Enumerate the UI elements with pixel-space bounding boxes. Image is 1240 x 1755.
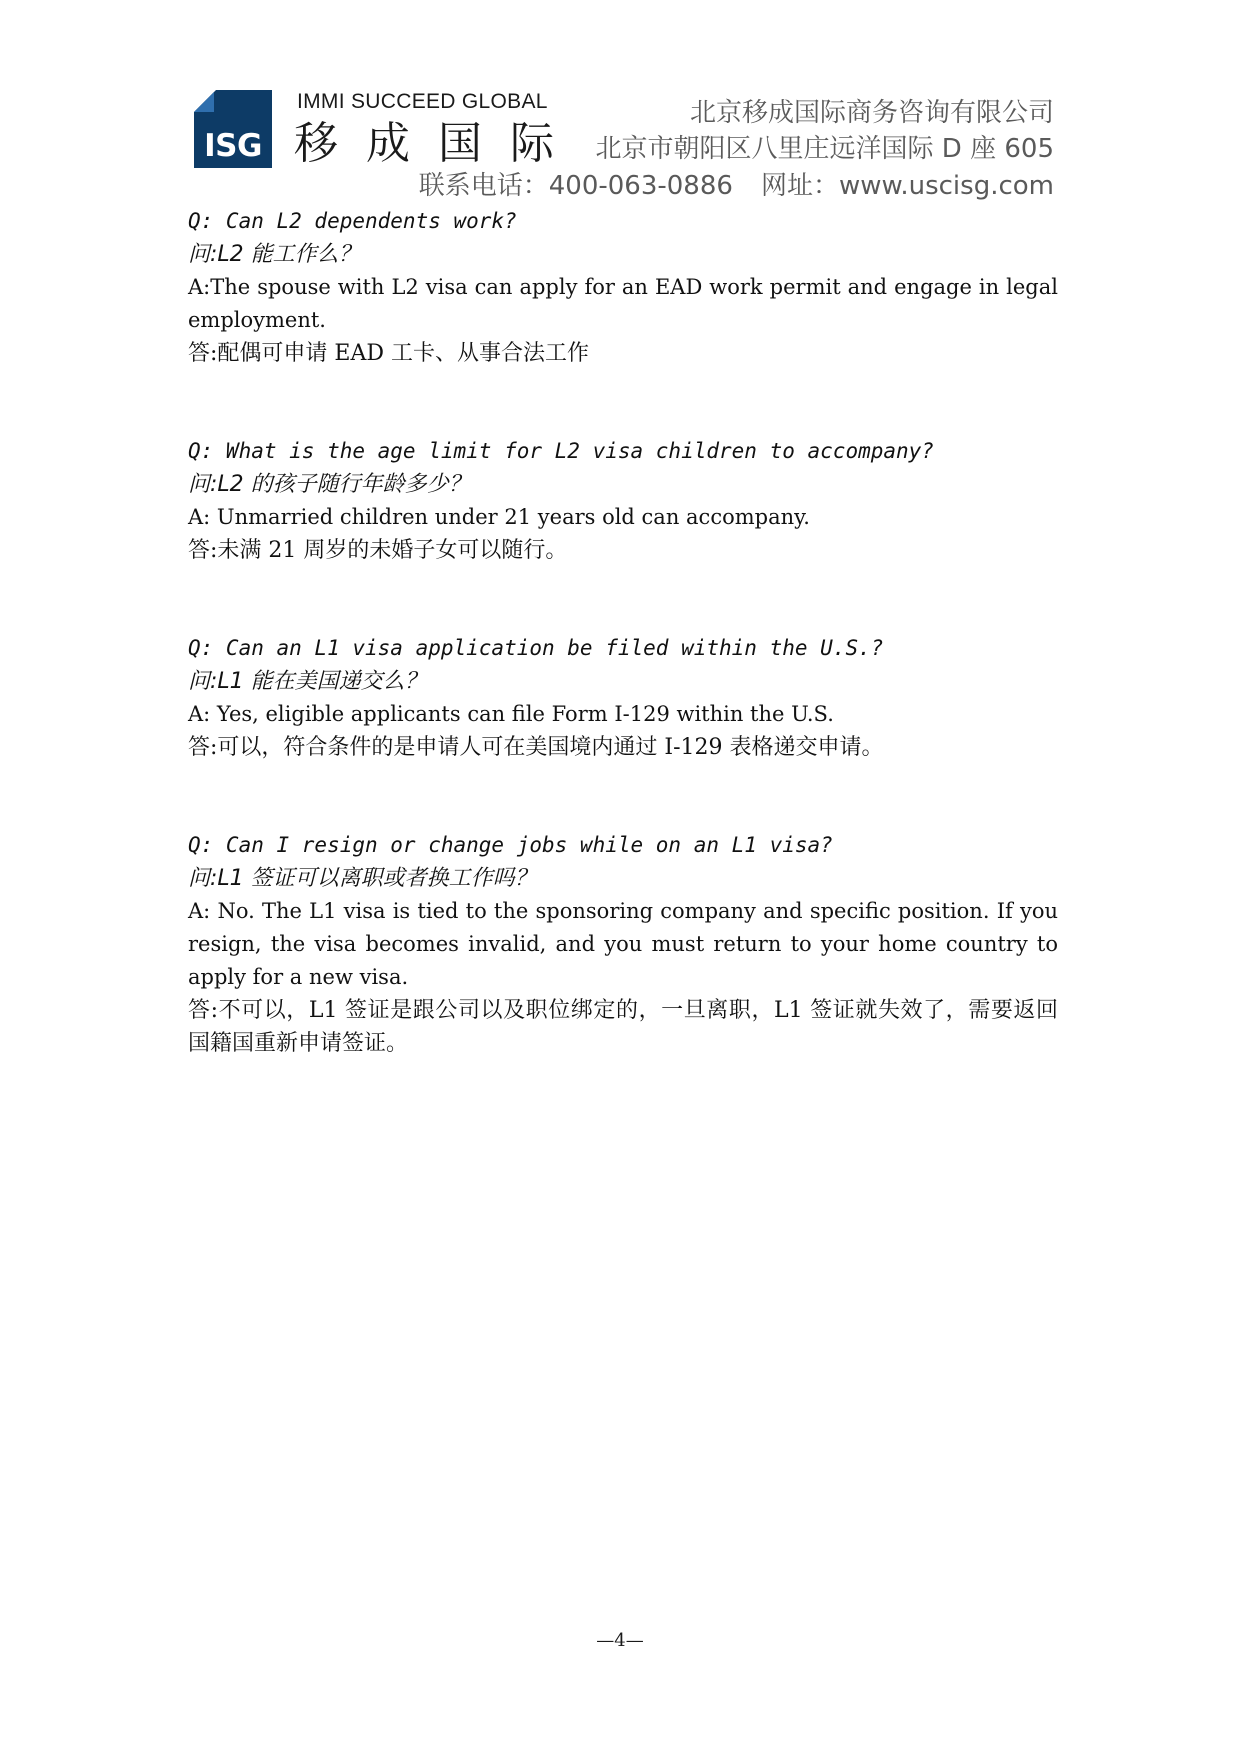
answer-cn: 答:配偶可申请 EAD 工卡、从事合法工作 [188,341,589,366]
faq-item [188,435,1058,567]
logo-corner-accent [194,92,214,112]
brand-name-en: IMMI SUCCEED GLOBAL [297,90,548,113]
answer-en: A: No. The L1 visa is tied to the sponsoring company and specific position. If you resign, the visa becomes invalid, and you must return to your home country to apply for a new visa. [188,899,1058,989]
question-cn: 问:L1 能在美国递交么？ [188,669,427,694]
website-label: 网址：www.uscisg.com [760,171,1054,201]
answer-cn: 答:未满 21 周岁的未婚子女可以随行。 [188,538,568,563]
question-en: Q: What is the age limit for L2 visa children to accompany? [188,439,934,463]
question-cn: 问:L1 签证可以离职或者换工作吗？ [188,866,537,891]
page-header [0,0,1240,210]
answer-en: A: Yes, eligible applicants can file Form I-129 within the U.S. [188,702,834,726]
answer-cn: 答:不可以，L1 签证是跟公司以及职位绑定的，一旦离职，L1 签证就失效了，需要返回国籍国重新申请签证。 [188,998,1058,1056]
company-name: 北京移成国际商务咨询有限公司 [689,98,1054,128]
question-cn: 问:L2 的孩子随行年龄多少？ [188,472,471,497]
page-number: —4— [596,1630,644,1651]
answer-en: A:The spouse with L2 visa can apply for an EAD work permit and engage in legal employment. [188,275,1058,332]
answer-en: A: Unmarried children under 21 years old can accompany. [188,505,810,529]
faq-item [188,829,1058,1060]
faq-item [188,205,1058,370]
faq-item [188,632,1058,764]
question-cn: 问:L2 能工作么？ [188,242,361,267]
company-contact [419,165,1054,202]
logo-text: ISG [204,128,262,164]
question-en: Q: Can an L1 visa application be filed within the U.S.? [188,636,884,660]
question-en: Q: Can L2 dependents work? [188,209,517,233]
phone-label: 联系电话：400-063-0886 [418,171,733,201]
company-address: 北京市朝阳区八里庄远洋国际 D 座 605 [595,134,1054,164]
answer-cn: 答:可以，符合条件的是申请人可在美国境内通过 I-129 表格递交申请。 [188,735,884,760]
brand-name-cn: 移成国际 [294,118,582,169]
faq-content [188,205,1058,1060]
question-en: Q: Can I resign or change jobs while on an L1 visa? [188,833,833,857]
